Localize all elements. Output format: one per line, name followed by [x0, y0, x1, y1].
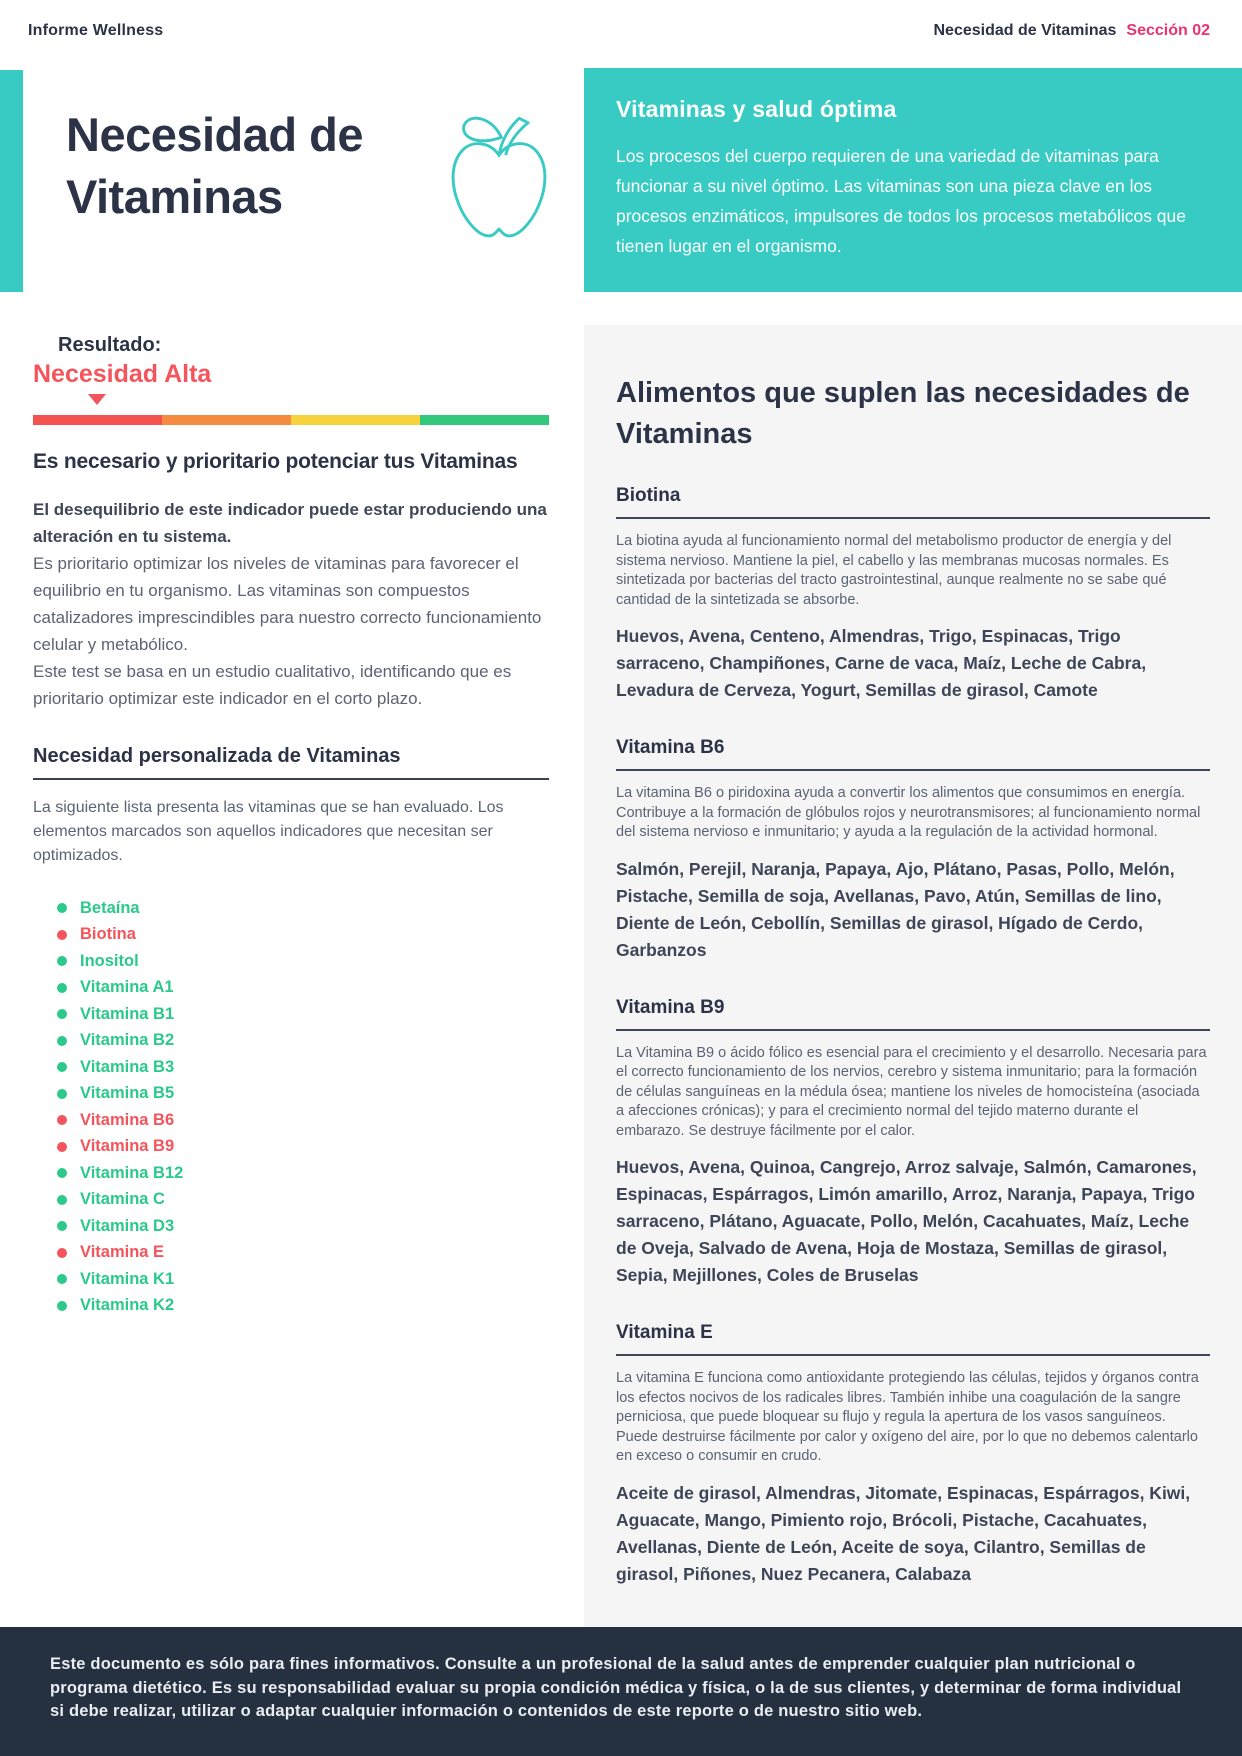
vitamin-item-label: Vitamina D3: [80, 1216, 175, 1235]
food-section-foods: Aceite de girasol, Almendras, Jitomate, Espinacas, Espárragos, Kiwi, Aguacate, Mango, Pimiento rojo, Brócoli, Pistache, Cacahuates, Avellanas, Diente de León, Aceite de soya, Cilantro, Semillas de girasol, Piñones, Nuez Pecanera, Calabaza: [616, 1482, 1191, 1584]
vitamin-item-label: Vitamina B1: [80, 1004, 175, 1023]
scale-segment: [420, 415, 549, 425]
ok-dot-icon: [57, 1301, 67, 1311]
alert-dot-icon: [57, 1142, 67, 1152]
vitamin-item-label: Vitamina B12: [80, 1163, 184, 1182]
vitamin-item: [57, 1160, 549, 1187]
food-section-description: La vitamina B6 o piridoxina ayuda a convertir los alimentos que consumimos en energía. Contribuye a la formación de glóbulos rojos y neurotransmisores; al funcionamiento normal del sistema nervioso e inmunitario; y ayuda a la regulación de la actividad hormonal.: [616, 785, 1201, 840]
food-section-foods: Huevos, Avena, Quinoa, Cangrejo, Arroz salvaje, Salmón, Camarones, Espinacas, Espárragos, Limón amarillo, Arroz, Naranja, Papaya, Trigo sarraceno, Plátano, Aguacate, Pollo, Melón, Cacahuates, Maíz, Leche de Oveja, Salvado de Avena, Hoja de Mostaza, Semillas de girasol, Sepia, Mejillones, Coles de Bruselas: [616, 1157, 1197, 1285]
assessment-lead: El desequilibrio de este indicador puede estar produciendo una alteración en tu sistema.: [33, 500, 547, 546]
food-section-rule: [616, 517, 1210, 519]
vitamin-item-label: Vitamina B2: [80, 1031, 175, 1050]
food-section-title: Vitamina B9: [616, 996, 725, 1018]
food-section-description: La biotina ayuda al funcionamiento normal del metabolismo productor de energía y del sistema nervioso. Mantiene la piel, el cabello y las membranas mucosas normales. Es sintetizada por bacterias del tracto gastrointestinal, aunque realmente no se sabe qué cantidad de la sintetizada se absorbe.: [616, 533, 1172, 608]
result-column: [33, 334, 549, 1319]
ok-dot-icon: [57, 956, 67, 966]
food-section: [616, 1322, 1210, 1588]
personalized-rule: [33, 778, 549, 780]
vitamin-item-label: Vitamina K1: [80, 1269, 175, 1288]
personalized-title: Necesidad personalizada de Vitaminas: [33, 745, 401, 767]
ok-dot-icon: [57, 983, 67, 993]
intro-panel-title: Vitaminas y salud óptima: [616, 96, 897, 122]
vitamin-item: [57, 1213, 549, 1240]
top-header: [28, 22, 1210, 40]
assessment-headline: Es necesario y prioritario potenciar tus Vitaminas: [33, 450, 518, 473]
ok-dot-icon: [57, 1089, 67, 1099]
food-section-rule: [616, 1029, 1210, 1031]
vitamin-item-label: Vitamina B3: [80, 1057, 175, 1076]
vitamin-item: [57, 975, 549, 1002]
food-section-rule: [616, 769, 1210, 771]
food-section-title: Vitamina E: [616, 1322, 713, 1343]
alert-dot-icon: [57, 930, 67, 940]
ok-dot-icon: [57, 1274, 67, 1284]
ok-dot-icon: [57, 1195, 67, 1205]
vitamin-item: [57, 1266, 549, 1293]
vitamin-item: [57, 895, 549, 922]
food-section: [616, 997, 1210, 1290]
result-label: Resultado:: [58, 334, 162, 356]
vitamin-item-label: Vitamina B9: [80, 1137, 175, 1156]
vitamin-item-label: Vitamina E: [80, 1243, 165, 1262]
header-section-title: Necesidad de Vitaminas: [933, 22, 1117, 39]
header-section-number: Sección 02: [1126, 22, 1210, 39]
alert-dot-icon: [57, 1248, 67, 1258]
ok-dot-icon: [57, 1036, 67, 1046]
personalized-intro: La siguiente lista presenta las vitaminas que se han evaluado. Los elementos marcados son aquellos indicadores que necesitan ser optimizados.: [33, 799, 504, 864]
food-section-foods: Huevos, Avena, Centeno, Almendras, Trigo, Espinacas, Trigo sarraceno, Champiñones, Carne de vaca, Maíz, Leche de Cabra, Levadura de Cerveza, Yogurt, Semillas de girasol, Camote: [616, 626, 1147, 700]
vitamin-item: [57, 1107, 549, 1134]
result-scale-bar: [33, 415, 549, 425]
vitamin-item: [57, 1001, 549, 1028]
page-title-line2: Vitaminas: [66, 170, 283, 223]
vitamin-item: [57, 1240, 549, 1267]
page-title-line1: Necesidad de: [66, 108, 364, 161]
vitamin-item: [57, 948, 549, 975]
food-section-description: La Vitamina B9 o ácido fólico es esencial para el crecimiento y el desarrollo. Necesaria para el correcto funcionamiento de los nervios, cerebro y sistema inmunitario; para la formación de células sanguíneas en la médula ósea; mantiene los niveles de homocisteína (asociada a afecciones crónicas); y para el crecimiento normal del tejido materno durante el embarazo. Se destruye fácilmente por el calor.: [616, 1044, 1207, 1139]
ok-dot-icon: [57, 1168, 67, 1178]
vitamin-item-label: Vitamina B6: [80, 1110, 175, 1129]
intro-panel-body: Los procesos del cuerpo requieren de una variedad de vitaminas para funcionar a su nivel óptimo. Las vitaminas son una pieza clave en los procesos enzimáticos, impulsores de todos los procesos metabólicos que tienen lugar en el organismo.: [616, 146, 1187, 256]
result-marker-icon: [88, 394, 106, 405]
vitamin-item: [57, 922, 549, 949]
scale-segment: [33, 415, 162, 425]
food-section-foods: Salmón, Perejil, Naranja, Papaya, Ajo, Plátano, Pasas, Pollo, Melón, Pistache, Semilla de soja, Avellanas, Pavo, Atún, Semillas de lino, Diente de León, Cebollín, Semillas de girasol, Hígado de Cerdo, Garbanzos: [616, 858, 1175, 960]
ok-dot-icon: [57, 1062, 67, 1072]
vitamin-item: [57, 1293, 549, 1320]
vitamin-item: [57, 1134, 549, 1161]
food-section-rule: [616, 1354, 1210, 1356]
teal-accent-bar: [0, 70, 23, 292]
intro-panel: [584, 68, 1242, 292]
ok-dot-icon: [57, 1009, 67, 1019]
page-title: [66, 104, 446, 228]
apple-outline-icon: [443, 110, 555, 257]
food-section: [616, 737, 1210, 964]
ok-dot-icon: [57, 903, 67, 913]
vitamin-item-label: Vitamina K2: [80, 1296, 175, 1315]
vitamin-item-label: Vitamina C: [80, 1190, 165, 1209]
page-footer: [0, 1627, 1242, 1756]
vitamin-item-label: Vitamina B5: [80, 1084, 175, 1103]
assessment-body-2: Este test se basa en un estudio cualitativo, identificando que es prioritario optimizar este indicador en el corto plazo.: [33, 662, 512, 708]
vitamin-item: [57, 1081, 549, 1108]
vitamin-list: [57, 895, 549, 1319]
vitamin-item-label: Betaína: [80, 898, 140, 917]
header-breadcrumb: [933, 22, 1210, 40]
food-section: [616, 485, 1210, 704]
vitamin-item: [57, 1054, 549, 1081]
food-section-title: Biotina: [616, 485, 681, 506]
food-section-title: Vitamina B6: [616, 737, 725, 758]
vitamin-item-label: Biotina: [80, 925, 136, 944]
vitamin-item-label: Vitamina A1: [80, 978, 174, 997]
foods-title: Alimentos que suplen las necesidades de Vitaminas: [616, 377, 1190, 450]
assessment-body-1: Es prioritario optimizar los niveles de vitaminas para favorecer el equilibrio en tu organismo. Las vitaminas son compuestos catalizadores imprescindibles para nuestro correcto funcionamiento celular y metabólico.: [33, 554, 542, 654]
food-section-description: La vitamina E funciona como antioxidante protegiendo las células, tejidos y órganos contra los efectos nocivos de los radicales libres. También inhibe una coagulación de la sangre perniciosa, que puede bloquear su flujo y regula la apertura de los vasos sanguíneos. Puede destruirse fácilmente por calor y oxígeno del aire, por lo que no debemos calentarlo en exceso o consumir en crudo.: [616, 1370, 1199, 1464]
food-sections: [616, 485, 1210, 1588]
foods-panel: [584, 325, 1242, 1627]
scale-segment: [162, 415, 291, 425]
scale-segment: [291, 415, 420, 425]
vitamin-item-label: Inositol: [80, 951, 139, 970]
result-value: Necesidad Alta: [33, 360, 212, 388]
brand-title: Informe Wellness: [28, 22, 164, 39]
footer-disclaimer: Este documento es sólo para fines informativos. Consulte a un profesional de la salud antes de emprender cualquier plan nutricional o programa dietético. Es su responsabilidad evaluar su propia condición médica y física, o la de sus clientes, y determinar de forma individual si debe realizar, utilizar o adaptar cualquier información o contenidos de este reporte o de nuestro sitio web.: [50, 1655, 1182, 1720]
vitamin-item: [57, 1187, 549, 1214]
vitamin-item: [57, 1028, 549, 1055]
ok-dot-icon: [57, 1221, 67, 1231]
alert-dot-icon: [57, 1115, 67, 1125]
